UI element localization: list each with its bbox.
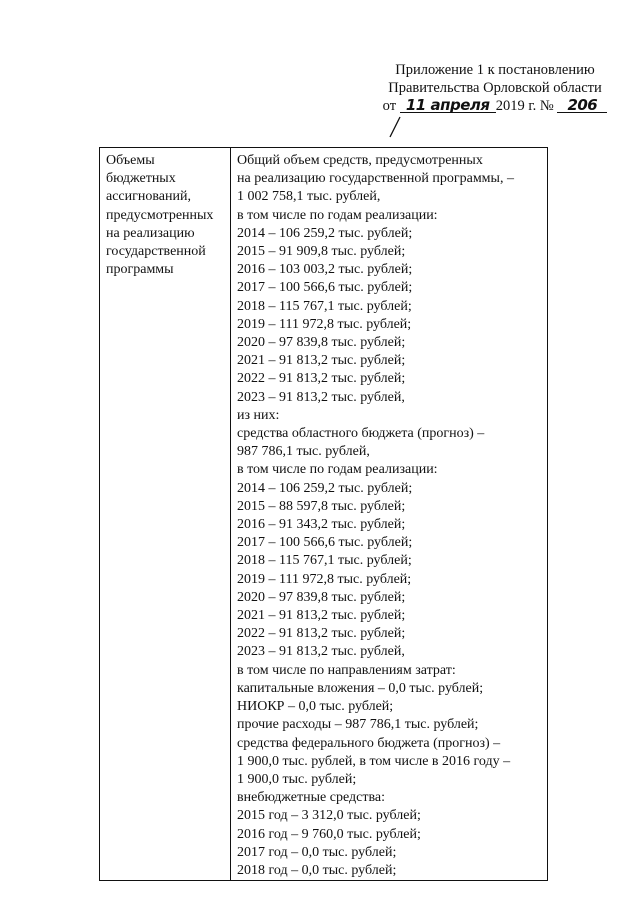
value-line: на реализацию государственной программы, – — [237, 171, 514, 187]
appendix-title: Приложение 1 к постановлению — [395, 62, 595, 78]
value-line: 2016 – 91 343,2 тыс. рублей; — [237, 517, 406, 533]
value-line: 2021 – 91 813,2 тыс. рублей; — [237, 608, 406, 624]
value-line: 2015 – 88 597,8 тыс. рублей; — [237, 498, 406, 514]
value-line: 2019 – 111 972,8 тыс. рублей; — [237, 316, 412, 332]
value-line: из них: — [237, 407, 280, 423]
value-line: в том числе по годам реализации: — [237, 207, 438, 223]
appendix-date-line — [370, 97, 620, 115]
value-line: 987 786,1 тыс. рублей, — [237, 444, 370, 460]
value-line: средства федерального бюджета (прогноз) – — [237, 735, 501, 751]
row-label-line: Объемы — [106, 153, 155, 168]
value-line: 2014 – 106 259,2 тыс. рублей; — [237, 225, 413, 241]
value-line: 1 002 758,1 тыс. рублей, — [237, 189, 381, 205]
value-line: 2018 – 115 767,1 тыс. рублей; — [237, 298, 412, 314]
value-line: 2016 – 103 003,2 тыс. рублей; — [237, 262, 413, 278]
value-line: 2022 – 91 813,2 тыс. рублей; — [237, 371, 406, 387]
value-line: 2018 – 115 767,1 тыс. рублей; — [237, 553, 412, 569]
value-line: 2020 – 97 839,8 тыс. рублей; — [237, 589, 406, 605]
table-row — [100, 148, 548, 881]
value-line: 1 900,0 тыс. рублей; — [237, 771, 357, 787]
handwritten-number: 206 — [557, 98, 607, 113]
row-label-cell — [100, 148, 231, 881]
value-line: 2023 – 91 813,2 тыс. рублей, — [237, 389, 405, 405]
value-line: прочие расходы – 987 786,1 тыс. рублей; — [237, 717, 479, 733]
value-line: 2021 – 91 813,2 тыс. рублей; — [237, 353, 406, 369]
value-line: капитальные вложения – 0,0 тыс. рублей; — [237, 680, 484, 696]
row-label-line: бюджетных — [106, 171, 176, 187]
handwritten-date: 11 апреля — [400, 98, 496, 113]
value-line: Общий объем средств, предусмотренных — [237, 153, 483, 168]
value-line: 2017 год – 0,0 тыс. рублей; — [237, 844, 397, 860]
value-line: 2023 – 91 813,2 тыс. рублей, — [237, 644, 405, 660]
pen-stroke-mark — [388, 116, 402, 138]
row-label-line: на реализацию — [106, 225, 195, 241]
value-line: 2019 – 111 972,8 тыс. рублей; — [237, 571, 412, 587]
value-line: НИОКР – 0,0 тыс. рублей; — [237, 699, 394, 715]
row-value-cell — [231, 148, 548, 881]
row-label-line: государственной — [106, 244, 206, 260]
value-line: в том числе по годам реализации: — [237, 462, 438, 478]
value-line: 1 900,0 тыс. рублей, в том числе в 2016 году – — [237, 753, 511, 769]
value-line: 2015 – 91 909,8 тыс. рублей; — [237, 244, 406, 260]
value-line: 2017 – 100 566,6 тыс. рублей; — [237, 535, 413, 551]
year-number-label: 2019 г. № — [495, 98, 554, 114]
date-prefix: от — [382, 98, 397, 114]
value-line: 2016 год – 9 760,0 тыс. рублей; — [237, 826, 421, 842]
value-line: 2014 – 106 259,2 тыс. рублей; — [237, 480, 413, 496]
appendix-authority: Правительства Орловской области — [388, 80, 602, 96]
value-line: 2015 год – 3 312,0 тыс. рублей; — [237, 808, 421, 824]
value-line: средства областного бюджета (прогноз) – — [237, 426, 485, 442]
budget-allocation-table — [99, 147, 548, 881]
value-line: в том числе по направлениям затрат: — [237, 662, 456, 678]
row-label-line: ассигнований, — [106, 189, 191, 205]
value-line: внебюджетные средства: — [237, 790, 385, 806]
value-line: 2022 – 91 813,2 тыс. рублей; — [237, 626, 406, 642]
row-label-line: программы — [106, 262, 174, 278]
value-line: 2018 год – 0,0 тыс. рублей; — [237, 862, 397, 878]
value-line: 2017 – 100 566,6 тыс. рублей; — [237, 280, 413, 296]
value-line: 2020 – 97 839,8 тыс. рублей; — [237, 335, 406, 351]
row-label-line: предусмотренных — [106, 207, 214, 223]
appendix-header — [370, 61, 620, 115]
